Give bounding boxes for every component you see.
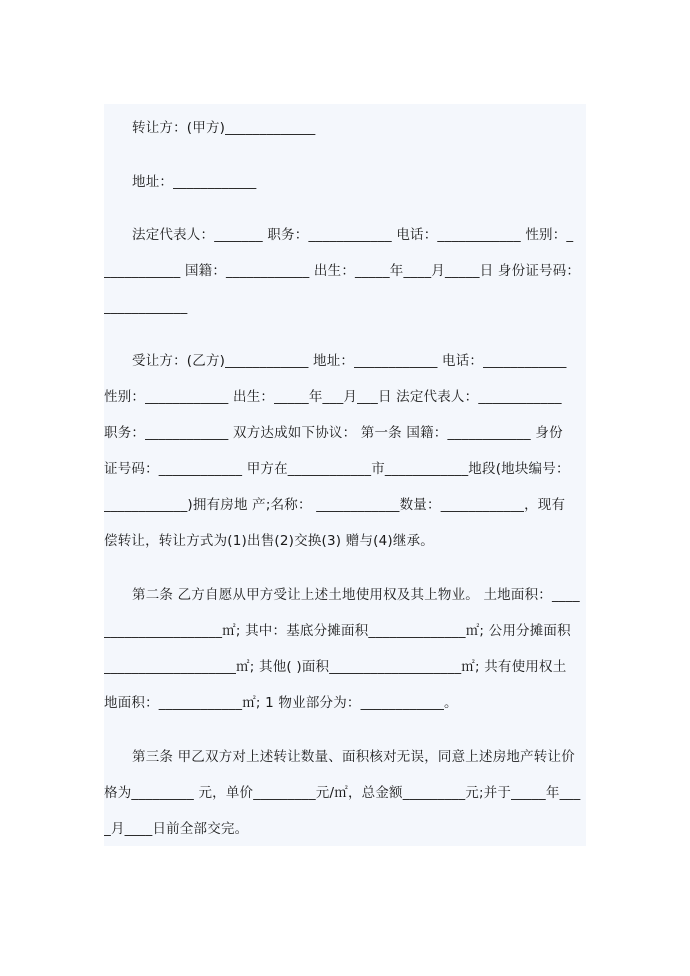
legal-rep-line-3: ____________ [104, 299, 188, 315]
legal-rep-line-1: 法定代表人：_______ 职务：____________ 电话：____________ 性别：_ [132, 227, 574, 243]
article-2-line-4: 地面积：____________㎡; 1 物业部分为：____________。 [104, 695, 458, 711]
transferee-line-3: 职务：____________ 双方达成如下协议： 第一条 国籍：____________ 身份 [104, 425, 563, 441]
transferee-line-4: 证号码：____________ 甲方在____________市____________地段(地块编号： [104, 461, 570, 477]
article-2-line-1: 第二条 乙方自愿从甲方受让上述土地使用权及其上物业。 土地面积：____ [132, 587, 580, 603]
article-2-line-3: ___________________㎡; 其他( )面积___________________㎡; 共有使用权土 [104, 659, 567, 675]
legal-rep-line-2: ___________ 国籍：____________ 出生：_____年____月_____日 身份证号码： [104, 263, 581, 279]
transferee-line-6: 偿转让，转让方式为(1)出售(2)交换(3) 赠与(4)继承。 [104, 533, 434, 549]
transferee-line-5: ____________)拥有房地 产;名称： ____________数量：____________，现有 [104, 497, 566, 513]
transferee-line-2: 性别：____________ 出生：_____年___月___日 法定代表人：____________ [104, 389, 562, 405]
article-2-line-2: _________________㎡; 其中：基底分摊面积______________㎡; 公用分摊面积 [104, 623, 571, 639]
article-3-line-2: 格为_________ 元，单价_________元/㎡，总金额_________元;并于_____年___ [104, 785, 581, 801]
transferor-line: 转让方：(甲方)_____________ [132, 120, 316, 136]
article-3-line-3: _月____日前全部交完。 [104, 821, 249, 837]
address-line: 地址：____________ [132, 174, 257, 190]
article-3-line-1: 第三条 甲乙双方对上述转让数量、面积核对无误，同意上述房地产转让价 [132, 749, 575, 765]
transferee-line-1: 受让方：(乙方)____________ 地址：____________ 电话：____________ [132, 353, 567, 369]
